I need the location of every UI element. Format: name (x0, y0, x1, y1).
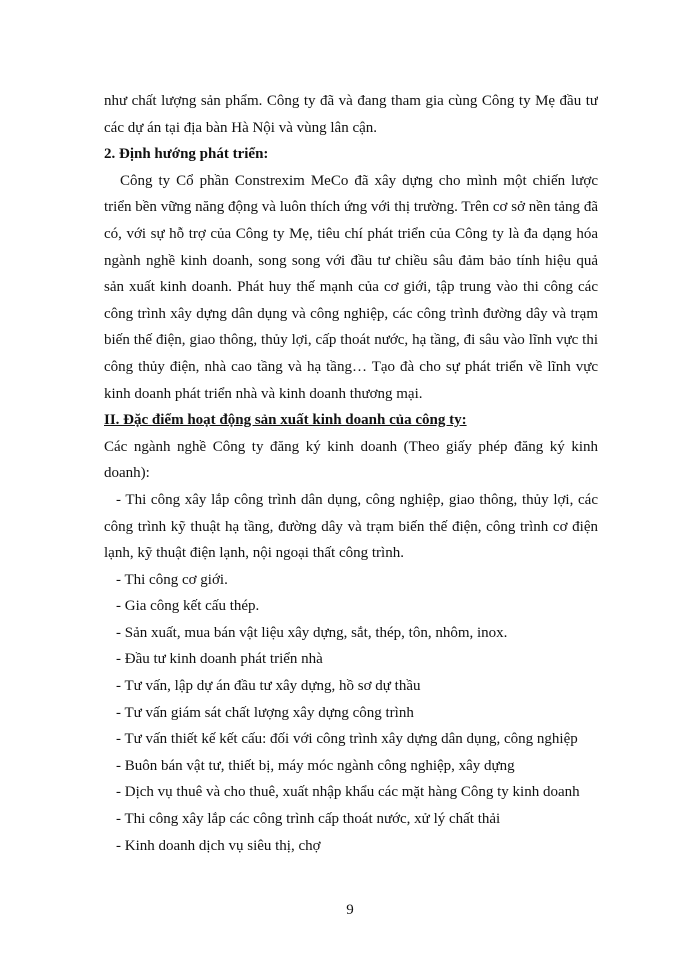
list-item: - Dịch vụ thuê và cho thuê, xuất nhập khẩu các mặt hàng Công ty kinh doanh (116, 784, 580, 801)
intro-line: như chất lượng sản phẩm. Công ty đã và đang tham gia cùng Công ty Mẹ đầu tư (104, 93, 598, 109)
section-2-line: triển bền vững năng động và luôn thích ứng với thị trường. Trên cơ sở nền tảng đã (104, 199, 598, 216)
list-item: - Tư vấn, lập dự án đầu tư xây dựng, hồ sơ dự thầu (116, 678, 421, 695)
section-2-line: có, với sự hỗ trợ của Công ty Mẹ, tiêu chí phát triển của Công ty là đa dạng hóa (104, 225, 598, 242)
section-2-line: ngành nghề kinh doanh, song song với đầu tư chiều sâu đảm bảo tính hiệu quả (104, 252, 598, 269)
section-2-line: biến thế điện, giao thông, thủy lợi, cấp thoát nước, hạ tầng, đi sâu vào lĩnh vực thi (104, 332, 598, 349)
section-2-line: công thủy điện, nhà cao tầng và hạ tầng… Tạo đà cho sự phát triển về lĩnh vực (104, 358, 598, 375)
list-item: - Thi công xây lắp các công trình cấp thoát nước, xử lý chất thải (116, 811, 501, 828)
list-item: - Gia công kết cấu thép. (116, 598, 260, 615)
section-2-line: sản xuất kinh doanh. Phát huy thế mạnh của cơ giới, tập trung vào thi công các (104, 279, 598, 296)
section-2-line: Công ty Cổ phần Constrexim MeCo đã xây dựng cho mình một chiến lược (120, 172, 598, 189)
list-item-line: công trình kỹ thuật hạ tầng, đường dây và trạm biến thế điện, công trình cơ điện (104, 518, 598, 535)
intro-line: các dự án tại địa bàn Hà Nội và vùng lân cận. (104, 119, 378, 136)
list-item: - Thi công cơ giới. (116, 571, 228, 588)
section-II-intro-line: doanh): (104, 465, 150, 482)
page-content (104, 88, 598, 859)
list-item: - Tư vấn thiết kế kết cấu: đối với công trình xây dựng dân dụng, công nghiệp (116, 731, 578, 748)
section-II-intro-line: Các ngành nghề Công ty đăng ký kinh doanh (Theo giấy phép đăng ký kinh (104, 438, 598, 455)
list-item: - Đầu tư kinh doanh phát triển nhà (116, 651, 323, 668)
list-item-line: lạnh, kỹ thuật điện lạnh, nội ngoại thất công trình. (104, 545, 404, 562)
list-item: - Kinh doanh dịch vụ siêu thị, chợ (116, 837, 321, 854)
list-item: - Buôn bán vật tư, thiết bị, máy móc ngành công nghiệp, xây dựng (116, 757, 515, 774)
list-item-line: - Thi công xây lắp công trình dân dụng, công nghiệp, giao thông, thủy lợi, các (116, 491, 598, 508)
list-item: - Sản xuất, mua bán vật liệu xây dựng, sắt, thép, tôn, nhôm, inox. (116, 624, 508, 641)
page-number: 9 (346, 902, 354, 918)
section-2-line: công trình xây dựng dân dụng và công nghiệp, các công trình đường dây và trạm (104, 305, 598, 322)
section-2-heading: 2. Định hướng phát triển: (104, 146, 269, 163)
section-II-heading: II. Đặc điểm hoạt động sản xuất kinh doanh của công ty: (104, 412, 467, 429)
section-2-line: kinh doanh phát triển nhà và kinh doanh thương mại. (104, 385, 423, 402)
list-item: - Tư vấn giám sát chất lượng xây dựng công trình (116, 704, 414, 721)
